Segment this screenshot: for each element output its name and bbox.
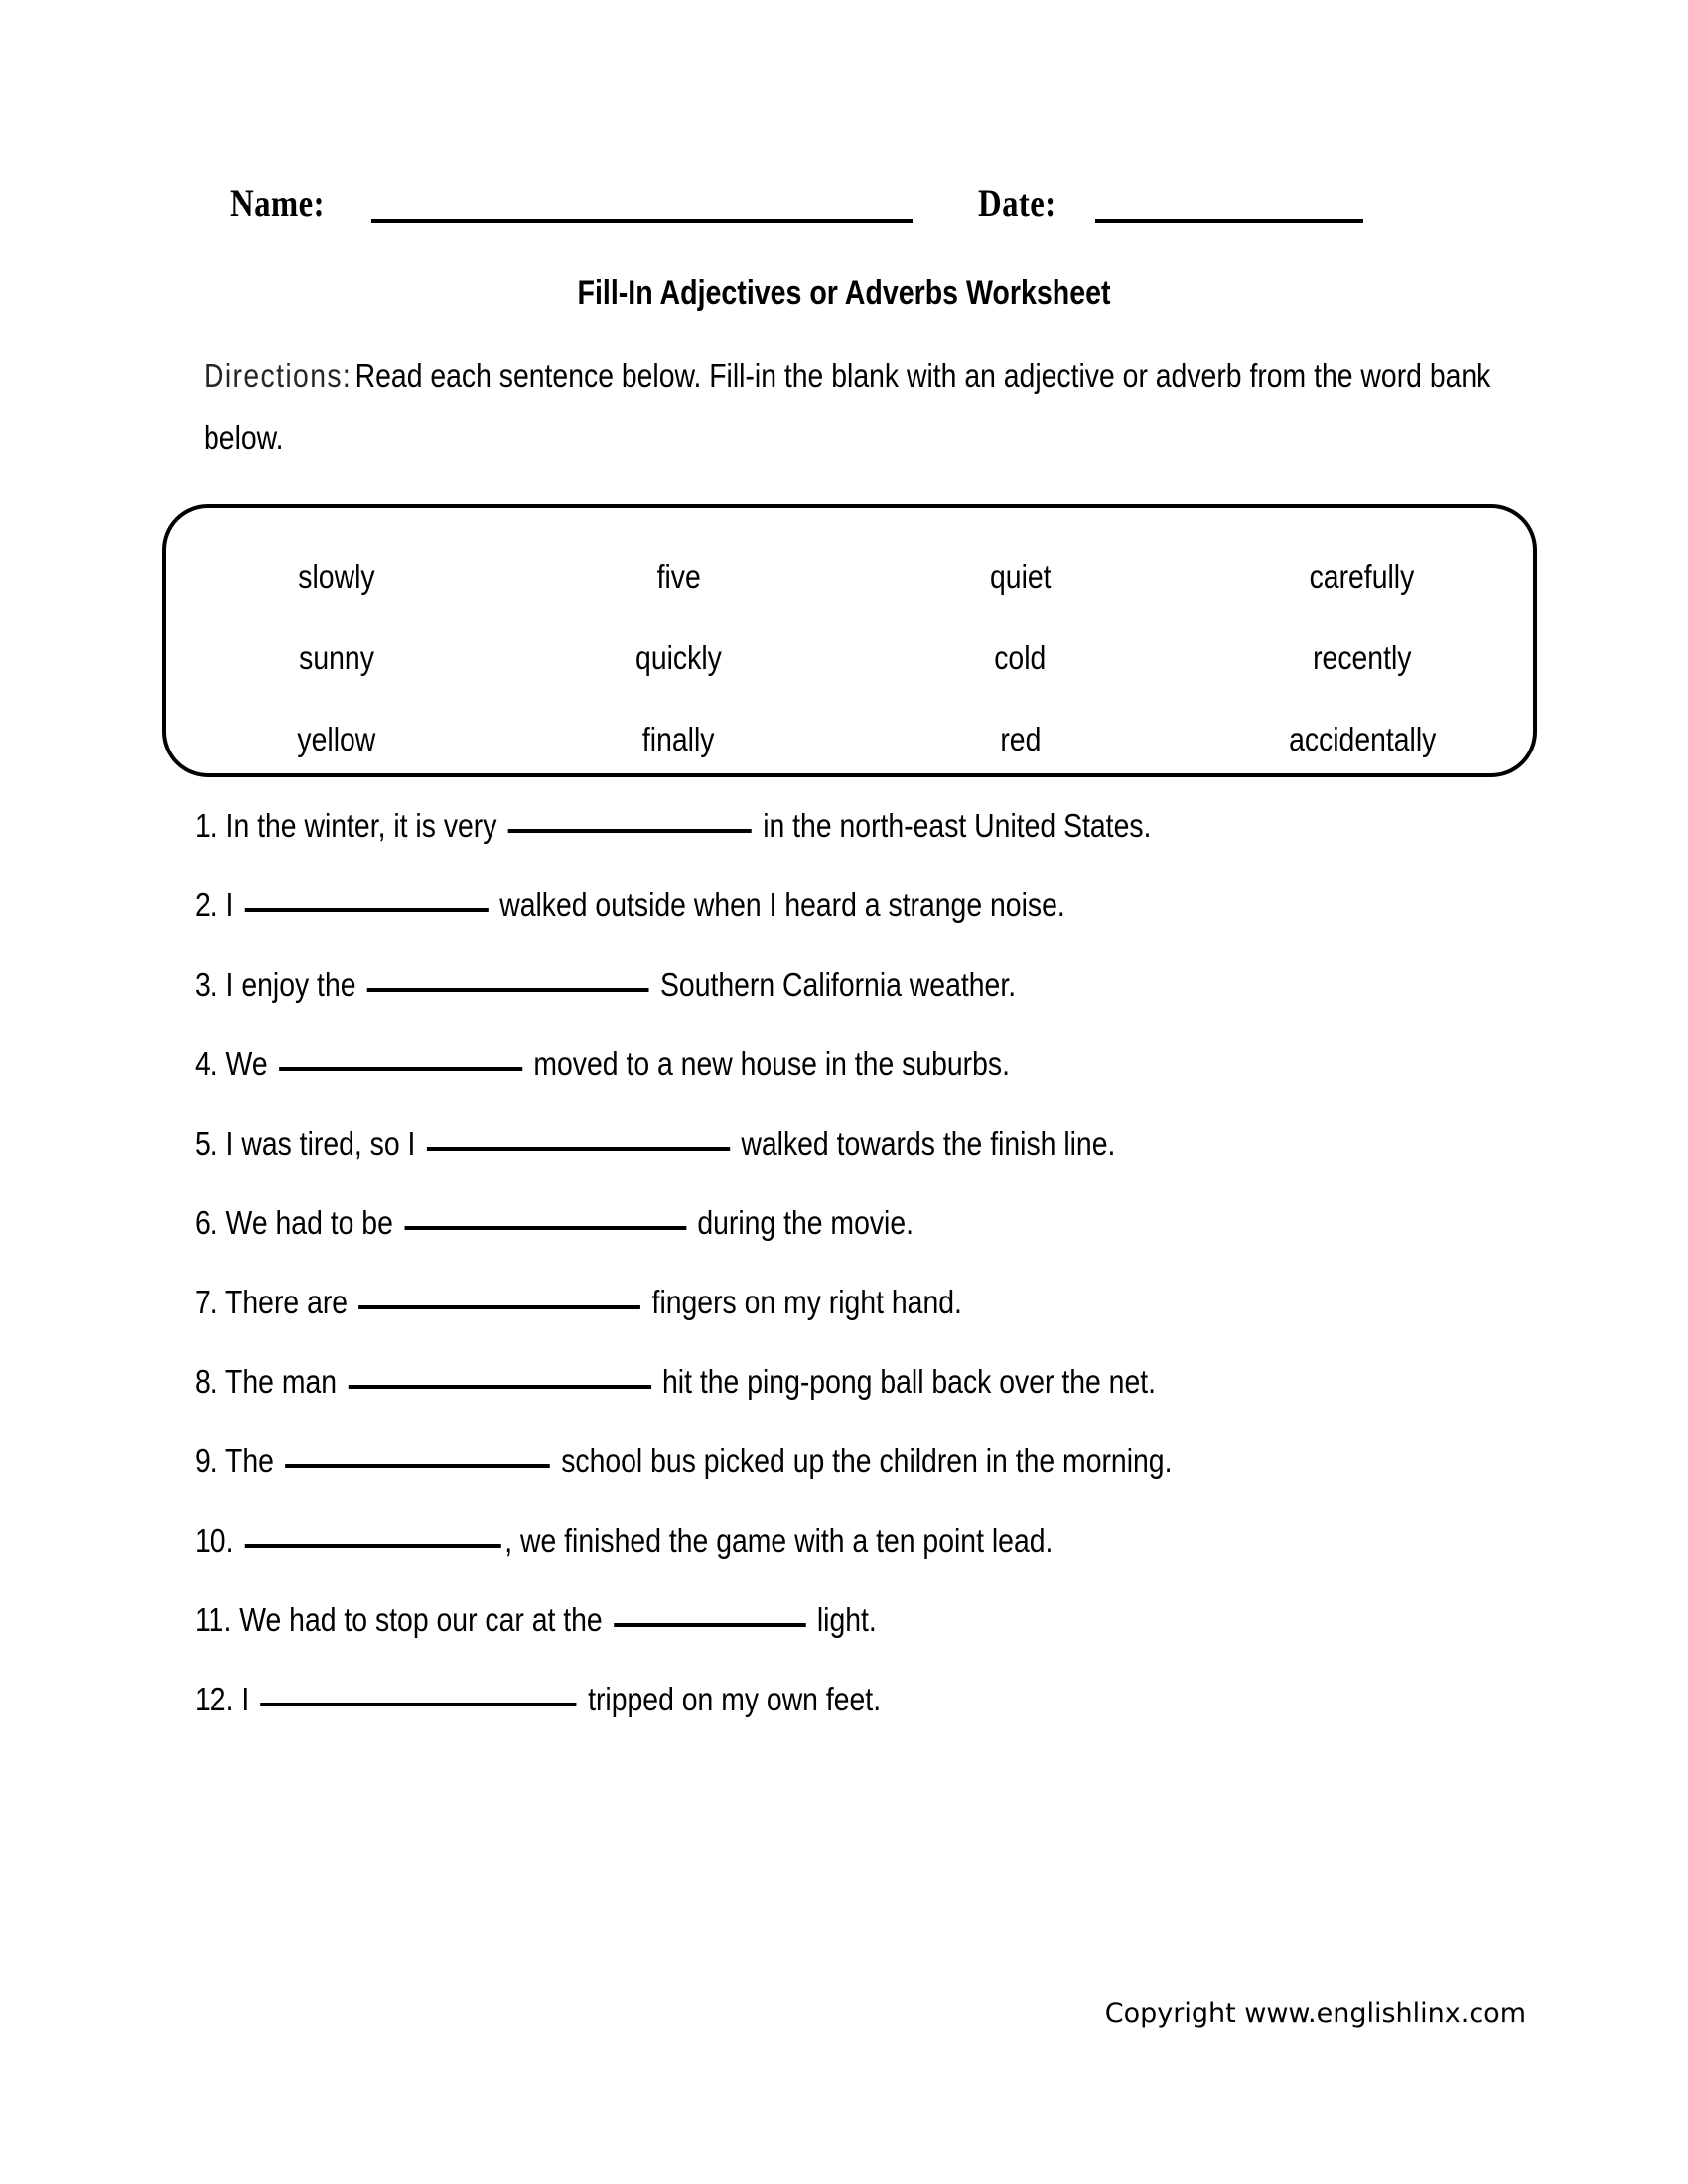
question-text-before-blank: I: [217, 887, 234, 923]
word-bank-word-label: sunny: [299, 639, 374, 676]
question-item: [195, 886, 1515, 965]
word-bank-word[interactable]: [166, 638, 507, 678]
question-item: [195, 1600, 1515, 1680]
name-field-group: [230, 181, 913, 225]
question-text-after-blank: Southern California weather.: [652, 966, 1017, 1003]
word-bank-word[interactable]: [850, 557, 1192, 597]
question-text-after-blank: light.: [808, 1601, 877, 1638]
answer-blank[interactable]: [285, 1464, 550, 1468]
question-text-after-blank: hit the ping-pong ball back over the net.: [654, 1363, 1156, 1400]
answer-blank[interactable]: [358, 1305, 640, 1309]
answer-blank[interactable]: [245, 908, 489, 912]
question-item: [195, 806, 1515, 886]
answer-blank[interactable]: [245, 1544, 501, 1548]
word-bank-word-label: yellow: [297, 721, 376, 757]
question-text-after-blank: during the movie.: [689, 1204, 914, 1241]
question-text-before-blank: I was tired, so I: [217, 1125, 416, 1161]
question-text-after-blank: tripped on my own feet.: [580, 1681, 882, 1717]
word-bank-word-label: quickly: [634, 639, 722, 676]
word-bank-word-label: recently: [1313, 639, 1412, 676]
question-text-before-blank: The: [217, 1442, 274, 1479]
word-bank-word[interactable]: [850, 720, 1192, 759]
question-number: 7.: [195, 1284, 218, 1320]
question-list: [195, 806, 1515, 1759]
question-item: [195, 1203, 1515, 1283]
date-field-group: [977, 181, 1363, 225]
question-number: 1.: [195, 807, 218, 844]
student-info-header: [230, 181, 1521, 225]
word-bank-word[interactable]: [850, 638, 1192, 678]
question-text-after-blank: moved to a new house in the suburbs.: [525, 1045, 1010, 1082]
question-number: 8.: [195, 1363, 218, 1400]
answer-blank[interactable]: [404, 1226, 686, 1230]
question-text-after-blank: fingers on my right hand.: [643, 1284, 962, 1320]
answer-blank[interactable]: [261, 1703, 577, 1706]
word-bank-word[interactable]: [507, 720, 849, 759]
question-number: 9.: [195, 1442, 218, 1479]
question-text-after-blank: school bus picked up the children in the morning.: [553, 1442, 1173, 1479]
question-text-before-blank: The man: [217, 1363, 338, 1400]
question-text-before-blank: I enjoy the: [217, 966, 356, 1003]
question-number: 10.: [195, 1522, 234, 1559]
question-text-after-blank: walked outside when I heard a strange noise.: [492, 887, 1065, 923]
question-number: 3.: [195, 966, 218, 1003]
date-label: Date:: [977, 181, 1056, 225]
word-bank-word-label: red: [1000, 721, 1042, 757]
word-bank-word[interactable]: [166, 557, 507, 597]
question-text-after-blank: , we finished the game with a ten point lead.: [504, 1522, 1054, 1559]
word-bank-word-label: quiet: [989, 558, 1052, 595]
word-bank-word-label: carefully: [1310, 558, 1415, 595]
question-number: 11.: [195, 1601, 232, 1638]
word-bank-word[interactable]: [1192, 638, 1533, 678]
answer-blank[interactable]: [508, 829, 752, 833]
word-bank-row: [166, 536, 1533, 617]
question-text-after-blank: walked towards the finish line.: [733, 1125, 1116, 1161]
date-input-line[interactable]: [1095, 186, 1363, 223]
directions-text: Read each sentence below. Fill-in the blank with an adjective or adverb from the word bank below.: [204, 357, 1491, 456]
question-item: [195, 1521, 1515, 1600]
question-number: 4.: [195, 1045, 218, 1082]
answer-blank[interactable]: [279, 1067, 522, 1071]
question-text-before-blank: We: [217, 1045, 268, 1082]
question-text-after-blank: in the north-east United States.: [755, 807, 1152, 844]
word-bank-word[interactable]: [166, 720, 507, 759]
question-item: [195, 1441, 1515, 1521]
question-number: 12.: [195, 1681, 234, 1717]
answer-blank[interactable]: [367, 988, 649, 992]
question-item: [195, 1362, 1515, 1441]
word-bank-word-label: finally: [642, 721, 715, 757]
directions-block: [204, 345, 1494, 469]
question-text-before-blank: There are: [217, 1284, 349, 1320]
question-item: [195, 1044, 1515, 1124]
question-item: [195, 965, 1515, 1044]
answer-blank[interactable]: [348, 1385, 650, 1389]
word-bank-word[interactable]: [507, 557, 849, 597]
word-bank-row: [166, 617, 1533, 699]
question-number: 6.: [195, 1204, 218, 1241]
copyright-notice: Copyright www.englishlinx.com: [1104, 1998, 1526, 2029]
word-bank-word-label: accidentally: [1288, 721, 1437, 757]
page-title: Fill-In Adjectives or Adverbs Worksheet: [577, 274, 1111, 312]
question-text-before-blank: We had to be: [217, 1204, 393, 1241]
word-bank-word[interactable]: [507, 638, 849, 678]
name-input-line[interactable]: [371, 186, 913, 223]
question-text-before-blank: We had to stop our car at the: [231, 1601, 603, 1638]
question-text-before-blank: I: [233, 1681, 250, 1717]
word-bank-word-label: five: [656, 558, 701, 595]
word-bank-word[interactable]: [1192, 720, 1533, 759]
question-number: 2.: [195, 887, 218, 923]
name-label: Name:: [230, 181, 325, 225]
answer-blank[interactable]: [614, 1623, 805, 1627]
question-text-before-blank: In the winter, it is very: [217, 807, 497, 844]
question-item: [195, 1680, 1515, 1759]
answer-blank[interactable]: [427, 1147, 730, 1151]
directions-label: Directions:: [204, 357, 352, 394]
word-bank-word[interactable]: [1192, 557, 1533, 597]
question-item: [195, 1124, 1515, 1203]
word-bank-row: [166, 699, 1533, 780]
word-bank-word-label: slowly: [298, 558, 375, 595]
question-item: [195, 1283, 1515, 1362]
word-bank-word-label: cold: [994, 639, 1047, 676]
word-bank-box: [162, 504, 1537, 777]
question-number: 5.: [195, 1125, 218, 1161]
